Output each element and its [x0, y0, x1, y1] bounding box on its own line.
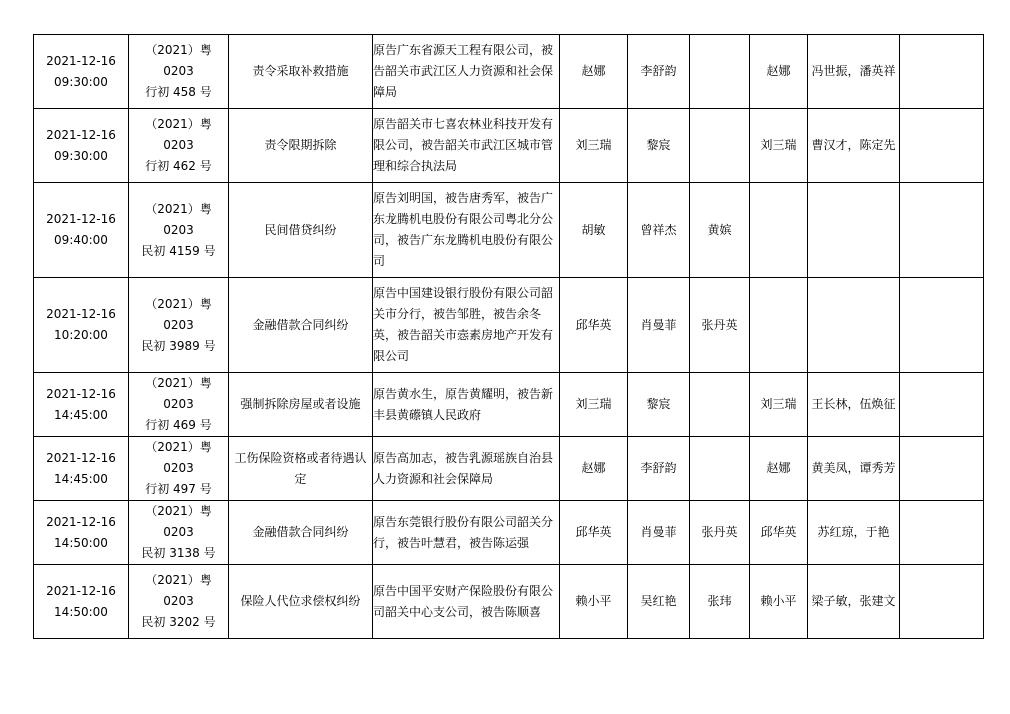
case-cause-cell: 民间借贷纠纷	[229, 183, 373, 278]
hearing-date: 2021-12-16	[46, 386, 116, 401]
table-row	[34, 565, 984, 639]
case-number-suffix: 行初 497 号	[145, 482, 212, 496]
table-row	[34, 437, 984, 501]
judge-cell: 李舒韵	[628, 35, 690, 109]
judge-cell: 赵娜	[750, 437, 808, 501]
presiding-judge-cell: 刘三瑞	[560, 109, 628, 183]
table-row	[34, 35, 984, 109]
judge-cell: 赖小平	[750, 565, 808, 639]
case-number-suffix: 民初 3202 号	[141, 615, 216, 629]
judge-cell: 肖曼菲	[628, 501, 690, 565]
judge-cell: 黎宸	[628, 373, 690, 437]
case-number-prefix: （2021）粤 0203	[145, 440, 212, 475]
case-number-suffix: 民初 4159 号	[141, 243, 216, 258]
table-row	[34, 109, 984, 183]
table-row	[34, 373, 984, 437]
empty-cell	[900, 501, 984, 565]
parties-cell: 原告刘明国，被告唐秀军，被告广东龙腾机电股份有限公司粤北分公司，被告广东龙腾机电股份有限公司	[373, 183, 560, 278]
hearing-time: 10:20:00	[54, 328, 108, 342]
case-number-suffix: 民初 3989 号	[141, 338, 216, 353]
table-row	[34, 501, 984, 565]
judge-cell: 刘三瑞	[750, 373, 808, 437]
judge-cell: 黎宸	[628, 109, 690, 183]
empty-cell	[900, 565, 984, 639]
case-number-prefix: （2021）粤 0203	[145, 504, 212, 539]
empty-cell	[900, 437, 984, 501]
case-number-cell	[129, 183, 229, 278]
judge-cell: 肖曼菲	[628, 278, 690, 373]
parties-cell: 原告广东省源天工程有限公司，被告韶关市武江区人力资源和社会保障局	[373, 35, 560, 109]
judge-cell: 李舒韵	[628, 437, 690, 501]
judge-cell: 黄嫔	[690, 183, 750, 278]
case-number-cell	[129, 35, 229, 109]
empty-cell	[900, 35, 984, 109]
case-cause-cell: 责令采取补救措施	[229, 35, 373, 109]
hearing-date: 2021-12-16	[46, 514, 116, 529]
presiding-judge-cell: 邱华英	[560, 278, 628, 373]
jurors-cell: 冯世振，潘英祥	[808, 35, 900, 109]
table-body	[34, 35, 984, 639]
jurors-cell: 黄美凤，谭秀芳	[808, 437, 900, 501]
presiding-judge-cell: 胡敏	[560, 183, 628, 278]
hearing-time: 14:50:00	[54, 604, 108, 619]
empty-cell	[900, 109, 984, 183]
empty-cell	[900, 373, 984, 437]
hearing-schedule-table	[33, 34, 984, 639]
jurors-cell	[808, 278, 900, 373]
jurors-cell: 苏红琼，于艳	[808, 501, 900, 565]
judge-cell	[690, 373, 750, 437]
hearing-time: 09:40:00	[54, 233, 108, 247]
jurors-cell: 梁子敏，张建文	[808, 565, 900, 639]
case-cause-cell: 责令限期拆除	[229, 109, 373, 183]
hearing-date: 2021-12-16	[46, 307, 116, 321]
case-cause-cell: 金融借款合同纠纷	[229, 278, 373, 373]
case-number-cell	[129, 501, 229, 565]
table-row	[34, 278, 984, 373]
parties-cell: 原告东莞银行股份有限公司韶关分行，被告叶慧君，被告陈运强	[373, 501, 560, 565]
jurors-cell	[808, 183, 900, 278]
case-number-cell	[129, 565, 229, 639]
case-number-cell	[129, 373, 229, 437]
hearing-time: 09:30:00	[54, 148, 108, 163]
hearing-time-cell	[34, 109, 129, 183]
case-cause-cell: 保险人代位求偿权纠纷	[229, 565, 373, 639]
judge-cell: 刘三瑞	[750, 109, 808, 183]
hearing-time-cell	[34, 565, 129, 639]
hearing-date: 2021-12-16	[46, 212, 116, 226]
hearing-time-cell	[34, 35, 129, 109]
judge-cell: 吴红艳	[628, 565, 690, 639]
hearing-time-cell	[34, 437, 129, 501]
jurors-cell: 曹汉才，陈定先	[808, 109, 900, 183]
hearing-time-cell	[34, 278, 129, 373]
case-number-suffix: 行初 462 号	[145, 159, 212, 173]
parties-cell: 原告高加志，被告乳源瑶族自治县人力资源和社会保障局	[373, 437, 560, 501]
judge-cell: 曾祥杰	[628, 183, 690, 278]
case-number-prefix: （2021）粤 0203	[145, 117, 212, 152]
judge-cell	[690, 35, 750, 109]
hearing-time: 14:50:00	[54, 535, 108, 550]
judge-cell: 邱华英	[750, 501, 808, 565]
parties-cell: 原告中国平安财产保险股份有限公司韶关中心支公司，被告陈顺喜	[373, 565, 560, 639]
presiding-judge-cell: 刘三瑞	[560, 373, 628, 437]
case-number-cell	[129, 109, 229, 183]
hearing-date: 2021-12-16	[46, 127, 116, 142]
hearing-date: 2021-12-16	[46, 583, 116, 598]
case-number-suffix: 民初 3138 号	[141, 546, 216, 560]
presiding-judge-cell: 赖小平	[560, 565, 628, 639]
hearing-time-cell	[34, 373, 129, 437]
hearing-time-cell	[34, 183, 129, 278]
judge-cell: 张丹英	[690, 501, 750, 565]
judge-cell: 张玮	[690, 565, 750, 639]
empty-cell	[900, 278, 984, 373]
case-number-suffix: 行初 469 号	[145, 418, 212, 432]
case-cause-cell: 工伤保险资格或者待遇认定	[229, 437, 373, 501]
presiding-judge-cell: 邱华英	[560, 501, 628, 565]
empty-cell	[900, 183, 984, 278]
case-cause-cell: 强制拆除房屋或者设施	[229, 373, 373, 437]
presiding-judge-cell: 赵娜	[560, 35, 628, 109]
judge-cell: 张丹英	[690, 278, 750, 373]
hearing-date: 2021-12-16	[46, 53, 116, 68]
table-row	[34, 183, 984, 278]
parties-cell: 原告韶关市七喜农林业科技开发有限公司，被告韶关市武江区城市管理和综合执法局	[373, 109, 560, 183]
case-number-prefix: （2021）粤 0203	[145, 296, 212, 332]
parties-cell: 原告黄水生，原告黄耀明，被告新丰县黄礤镇人民政府	[373, 373, 560, 437]
case-number-prefix: （2021）粤 0203	[145, 376, 212, 411]
hearing-time: 14:45:00	[54, 407, 108, 422]
parties-cell: 原告中国建设银行股份有限公司韶关市分行，被告邹胜，被告余冬英，被告韶关市悫素房地产开发有限公司	[373, 278, 560, 373]
judge-cell	[750, 278, 808, 373]
case-number-suffix: 行初 458 号	[145, 85, 212, 99]
hearing-date: 2021-12-16	[46, 450, 116, 465]
jurors-cell: 王长林，伍焕征	[808, 373, 900, 437]
hearing-time: 14:45:00	[54, 471, 108, 486]
case-number-cell	[129, 278, 229, 373]
case-number-prefix: （2021）粤 0203	[145, 43, 212, 78]
case-cause-cell: 金融借款合同纠纷	[229, 501, 373, 565]
case-number-prefix: （2021）粤 0203	[145, 201, 212, 237]
judge-cell	[690, 109, 750, 183]
presiding-judge-cell: 赵娜	[560, 437, 628, 501]
hearing-time-cell	[34, 501, 129, 565]
case-number-cell	[129, 437, 229, 501]
case-number-prefix: （2021）粤 0203	[145, 573, 212, 608]
hearing-time: 09:30:00	[54, 74, 108, 89]
judge-cell: 赵娜	[750, 35, 808, 109]
judge-cell	[690, 437, 750, 501]
judge-cell	[750, 183, 808, 278]
